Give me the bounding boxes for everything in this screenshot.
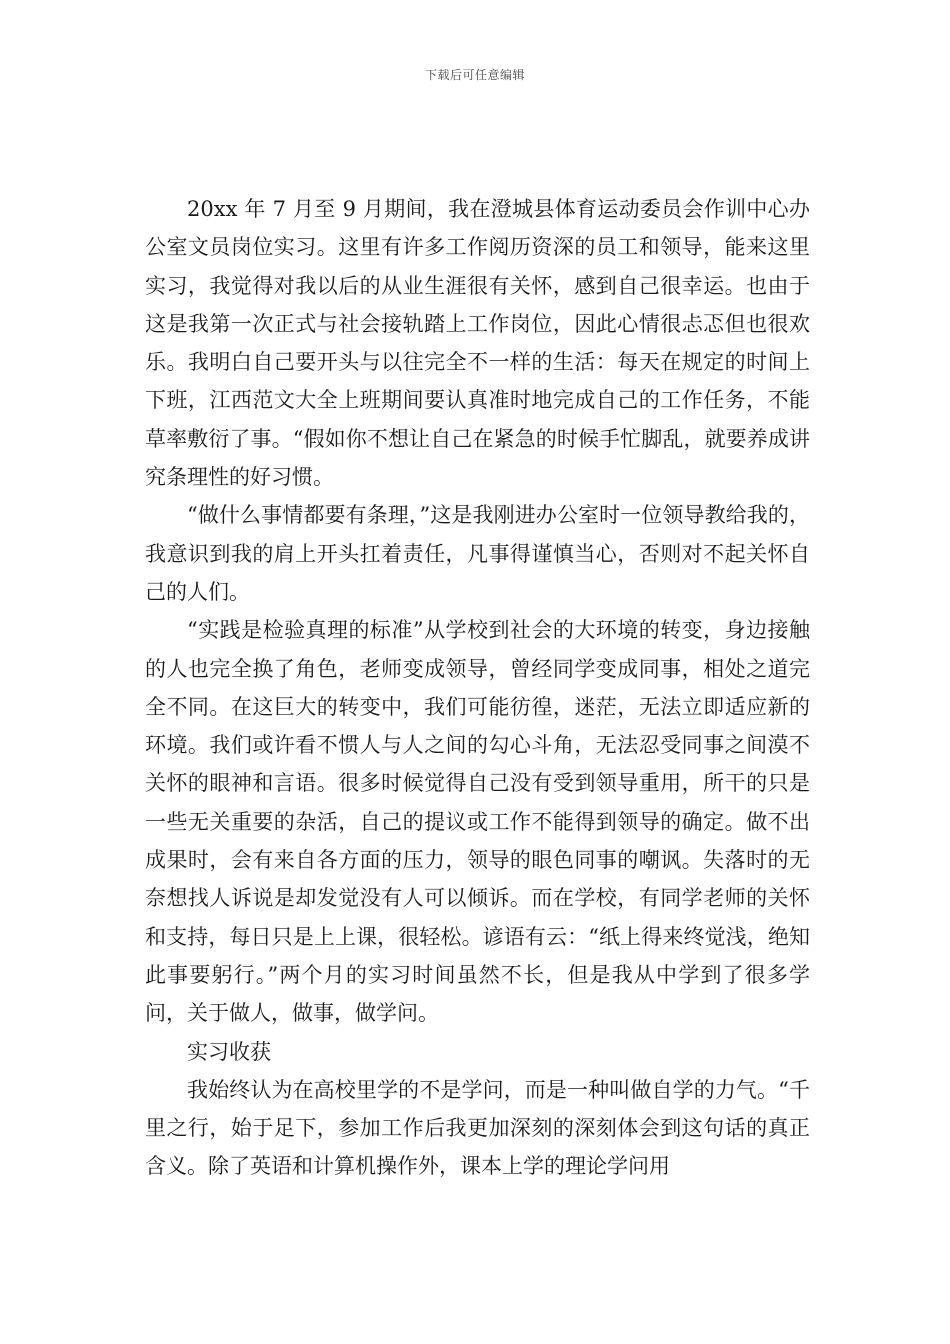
page-header-note: 下载后可任意编辑 xyxy=(424,68,525,82)
paragraph-practice-truth: “实践是检验真理的标准”从学校到社会的大环境的转变，身边接触的人也完全换了角色，老师变成领导，曾经同学变成同事，相处之道完全不同。在这巨大的转变中，我们可能彷徨，迷茫，无法立即适应新的环境。我们或许看不惯人与人之间的勾心斗角，无法忍受同事之间漠不关怀的眼神和言语。很多时候觉得自己没有受到领导重用，所干的只是一些无关重要的杂活，自己的提议或工作不能得到领导的确定。做不出成果时，会有来自各方面的压力，领导的眼色同事的嘲讽。失落时的无奈想找人诉说是却发觉没有人可以倾诉。而在学校，有同学老师的关怀和支持，每日只是上上课，很轻松。谚语有云：“纸上得来终觉浅，绝知此事要躬行。”两个月的实习时间虽然不长，但是我从中学到了很多学问，关于做人，做事，做学问。 xyxy=(145,618,810,1026)
paragraph-self-learning: 我始终认为在高校里学的不是学问，而是一种叫做自学的力气。“千里之行，始于足下，参加工作后我更加深刻的深刻体会到这句话的真正含义。除了英语和计算机操作外，课本上学的理论学问用 xyxy=(145,1077,810,1179)
paragraph-orderliness: “做什么事情都要有条理，”这是我刚进办公室时一位领导教给我的，我意识到我的肩上开头扛着责任，凡事得谨慎当心，否则对不起关怀自己的人们。 xyxy=(145,503,810,604)
document-body xyxy=(145,190,810,1186)
section-heading-internship-gains: 实习收获 xyxy=(187,1039,271,1064)
paragraph-internship-intro: 20xx 年 7 月至 9 月期间，我在澄城县体育运动委员会作训中心办公室文员岗位实习。这里有许多工作阅历资深的员工和领导，能来这里实习，我觉得对我以后的从业生涯很有关怀，感到自己很幸运。也由于这是我第一次正式与社会接轨踏上工作岗位，因此心情很忐忑但也很欢乐。我明白自己要开头与以往完全不一样的生活：每天在规定的时间上下班，江西范文大全上班期间要认真准时地完成自己的工作任务，不能草率敷衍了事。“假如你不想让自己在紧急的时候手忙脚乱，就要养成讲究条理性的好习惯。 xyxy=(145,197,810,490)
